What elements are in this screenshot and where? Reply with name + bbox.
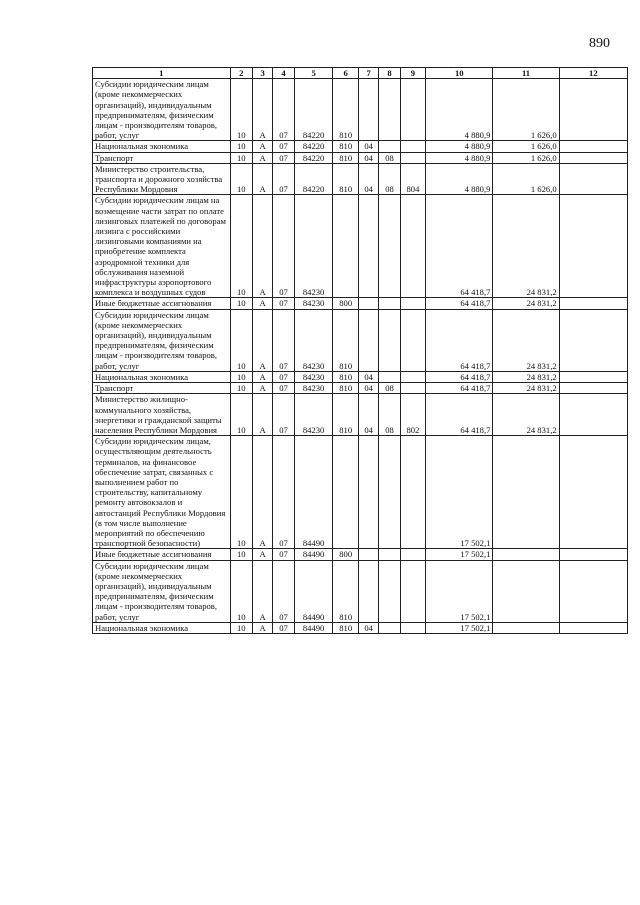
col-4-cell: 07 bbox=[273, 560, 294, 622]
col-8-cell bbox=[379, 549, 400, 560]
col-11-cell bbox=[493, 560, 559, 622]
col-7-cell bbox=[358, 549, 378, 560]
col-3-cell: А bbox=[252, 560, 272, 622]
col-8-cell bbox=[379, 371, 400, 382]
col-4-cell: 07 bbox=[273, 436, 294, 549]
col-3-cell: А bbox=[252, 152, 272, 163]
col-8-cell: 08 bbox=[379, 383, 400, 394]
col-3-cell: А bbox=[252, 549, 272, 560]
col-7-cell bbox=[358, 560, 378, 622]
col-5-cell: 84230 bbox=[294, 371, 333, 382]
col-3-cell: А bbox=[252, 309, 272, 371]
col-7-cell: 04 bbox=[358, 383, 378, 394]
col-12-cell bbox=[559, 195, 627, 298]
col-8-cell bbox=[379, 141, 400, 152]
col-2-cell: 10 bbox=[230, 141, 252, 152]
col-11-cell: 24 831,2 bbox=[493, 298, 559, 309]
column-header: 6 bbox=[333, 68, 358, 79]
col-4-cell: 07 bbox=[273, 394, 294, 436]
col-11-cell: 24 831,2 bbox=[493, 371, 559, 382]
col-12-cell bbox=[559, 436, 627, 549]
budget-table bbox=[92, 67, 628, 634]
col-12-cell bbox=[559, 79, 627, 141]
col-4-cell: 07 bbox=[273, 298, 294, 309]
col-4-cell: 07 bbox=[273, 383, 294, 394]
col-12-cell bbox=[559, 394, 627, 436]
col-6-cell: 800 bbox=[333, 298, 358, 309]
col-2-cell: 10 bbox=[230, 309, 252, 371]
col-10-cell: 4 880,9 bbox=[426, 152, 493, 163]
col-7-cell bbox=[358, 79, 378, 141]
column-header: 10 bbox=[426, 68, 493, 79]
col-5-cell: 84230 bbox=[294, 309, 333, 371]
row-name: Субсидии юридическим лицам на возмещение части затрат по оплате лизинговых платежей по договорам лизинга с российскими лизинговыми компаниями на приобретение комплекта аэродромной техники для обслуживания наземной инфраструктуры аэропортового комплекса и воздушных судов bbox=[93, 195, 231, 298]
col-10-cell: 64 418,7 bbox=[426, 309, 493, 371]
col-9-cell bbox=[400, 436, 425, 549]
table-row bbox=[93, 383, 628, 394]
col-5-cell: 84490 bbox=[294, 622, 333, 633]
col-2-cell: 10 bbox=[230, 383, 252, 394]
col-10-cell: 64 418,7 bbox=[426, 371, 493, 382]
table-row bbox=[93, 141, 628, 152]
col-10-cell: 4 880,9 bbox=[426, 163, 493, 195]
col-12-cell bbox=[559, 309, 627, 371]
col-5-cell: 84490 bbox=[294, 436, 333, 549]
col-6-cell: 810 bbox=[333, 622, 358, 633]
col-7-cell bbox=[358, 195, 378, 298]
col-4-cell: 07 bbox=[273, 163, 294, 195]
column-header: 11 bbox=[493, 68, 559, 79]
col-9-cell: 804 bbox=[400, 163, 425, 195]
col-8-cell: 08 bbox=[379, 152, 400, 163]
column-header: 5 bbox=[294, 68, 333, 79]
col-11-cell: 24 831,2 bbox=[493, 309, 559, 371]
col-12-cell bbox=[559, 163, 627, 195]
row-name: Национальная экономика bbox=[93, 622, 231, 633]
col-9-cell bbox=[400, 152, 425, 163]
col-9-cell bbox=[400, 371, 425, 382]
col-12-cell bbox=[559, 152, 627, 163]
col-11-cell: 24 831,2 bbox=[493, 383, 559, 394]
col-12-cell bbox=[559, 560, 627, 622]
col-11-cell: 24 831,2 bbox=[493, 195, 559, 298]
col-10-cell: 17 502,1 bbox=[426, 436, 493, 549]
col-4-cell: 07 bbox=[273, 622, 294, 633]
col-9-cell bbox=[400, 383, 425, 394]
row-name: Субсидии юридическим лицам (кроме некоммерческих организаций), индивидуальным предпринимателям, физическим лицам - производителям товаров, работ, услуг bbox=[93, 79, 231, 141]
col-8-cell: 08 bbox=[379, 394, 400, 436]
table-row bbox=[93, 79, 628, 141]
col-6-cell: 810 bbox=[333, 383, 358, 394]
col-9-cell bbox=[400, 560, 425, 622]
col-11-cell: 1 626,0 bbox=[493, 163, 559, 195]
row-name: Транспорт bbox=[93, 383, 231, 394]
column-header: 8 bbox=[379, 68, 400, 79]
column-header: 3 bbox=[252, 68, 272, 79]
col-12-cell bbox=[559, 383, 627, 394]
table-row bbox=[93, 394, 628, 436]
col-9-cell bbox=[400, 309, 425, 371]
col-2-cell: 10 bbox=[230, 394, 252, 436]
col-5-cell: 84230 bbox=[294, 383, 333, 394]
col-6-cell: 800 bbox=[333, 549, 358, 560]
col-10-cell: 64 418,7 bbox=[426, 394, 493, 436]
table-row bbox=[93, 152, 628, 163]
col-12-cell bbox=[559, 298, 627, 309]
col-7-cell bbox=[358, 309, 378, 371]
col-5-cell: 84490 bbox=[294, 549, 333, 560]
col-6-cell bbox=[333, 436, 358, 549]
col-9-cell bbox=[400, 141, 425, 152]
col-11-cell bbox=[493, 622, 559, 633]
col-8-cell bbox=[379, 79, 400, 141]
col-8-cell bbox=[379, 560, 400, 622]
col-5-cell: 84220 bbox=[294, 163, 333, 195]
column-header: 2 bbox=[230, 68, 252, 79]
col-12-cell bbox=[559, 622, 627, 633]
col-6-cell: 810 bbox=[333, 163, 358, 195]
col-3-cell: А bbox=[252, 298, 272, 309]
col-10-cell: 64 418,7 bbox=[426, 195, 493, 298]
col-12-cell bbox=[559, 549, 627, 560]
col-7-cell: 04 bbox=[358, 394, 378, 436]
col-11-cell: 1 626,0 bbox=[493, 152, 559, 163]
col-11-cell: 1 626,0 bbox=[493, 141, 559, 152]
col-2-cell: 10 bbox=[230, 560, 252, 622]
col-6-cell: 810 bbox=[333, 79, 358, 141]
col-8-cell bbox=[379, 436, 400, 549]
col-2-cell: 10 bbox=[230, 195, 252, 298]
col-3-cell: А bbox=[252, 436, 272, 549]
col-8-cell: 08 bbox=[379, 163, 400, 195]
col-7-cell: 04 bbox=[358, 152, 378, 163]
col-11-cell: 24 831,2 bbox=[493, 394, 559, 436]
col-3-cell: А bbox=[252, 371, 272, 382]
table-row bbox=[93, 309, 628, 371]
column-header: 7 bbox=[358, 68, 378, 79]
table-row bbox=[93, 298, 628, 309]
col-9-cell bbox=[400, 622, 425, 633]
col-5-cell: 84230 bbox=[294, 394, 333, 436]
col-2-cell: 10 bbox=[230, 163, 252, 195]
col-9-cell bbox=[400, 195, 425, 298]
col-3-cell: А bbox=[252, 195, 272, 298]
col-10-cell: 17 502,1 bbox=[426, 560, 493, 622]
col-7-cell: 04 bbox=[358, 141, 378, 152]
col-8-cell bbox=[379, 195, 400, 298]
row-name: Министерство строительства, транспорта и дорожного хозяйства Республики Мордовия bbox=[93, 163, 231, 195]
table-row bbox=[93, 195, 628, 298]
col-8-cell bbox=[379, 622, 400, 633]
col-10-cell: 64 418,7 bbox=[426, 383, 493, 394]
col-2-cell: 10 bbox=[230, 79, 252, 141]
column-header: 9 bbox=[400, 68, 425, 79]
col-4-cell: 07 bbox=[273, 79, 294, 141]
table-row bbox=[93, 371, 628, 382]
col-5-cell: 84220 bbox=[294, 152, 333, 163]
table-row bbox=[93, 560, 628, 622]
row-name: Министерство жилищно-коммунального хозяйства, энергетики и гражданской защиты населения Республики Мордовия bbox=[93, 394, 231, 436]
col-10-cell: 17 502,1 bbox=[426, 549, 493, 560]
col-11-cell: 1 626,0 bbox=[493, 79, 559, 141]
col-4-cell: 07 bbox=[273, 549, 294, 560]
col-5-cell: 84230 bbox=[294, 195, 333, 298]
col-9-cell bbox=[400, 298, 425, 309]
col-3-cell: А bbox=[252, 163, 272, 195]
table-body bbox=[93, 79, 628, 634]
col-6-cell: 810 bbox=[333, 560, 358, 622]
col-2-cell: 10 bbox=[230, 436, 252, 549]
col-7-cell bbox=[358, 298, 378, 309]
col-6-cell bbox=[333, 195, 358, 298]
header-row bbox=[93, 68, 628, 79]
col-2-cell: 10 bbox=[230, 622, 252, 633]
column-header: 4 bbox=[273, 68, 294, 79]
col-2-cell: 10 bbox=[230, 549, 252, 560]
col-7-cell: 04 bbox=[358, 371, 378, 382]
row-name: Иные бюджетные ассигнования bbox=[93, 298, 231, 309]
col-7-cell: 04 bbox=[358, 163, 378, 195]
col-8-cell bbox=[379, 309, 400, 371]
column-header: 12 bbox=[559, 68, 627, 79]
col-5-cell: 84220 bbox=[294, 141, 333, 152]
col-2-cell: 10 bbox=[230, 371, 252, 382]
col-6-cell: 810 bbox=[333, 152, 358, 163]
col-9-cell bbox=[400, 549, 425, 560]
col-7-cell bbox=[358, 436, 378, 549]
col-12-cell bbox=[559, 141, 627, 152]
col-2-cell: 10 bbox=[230, 298, 252, 309]
col-10-cell: 4 880,9 bbox=[426, 79, 493, 141]
col-4-cell: 07 bbox=[273, 152, 294, 163]
col-3-cell: А bbox=[252, 141, 272, 152]
row-name: Иные бюджетные ассигнования bbox=[93, 549, 231, 560]
column-header: 1 bbox=[93, 68, 231, 79]
table-row bbox=[93, 622, 628, 633]
row-name: Субсидии юридическим лицам (кроме некоммерческих организаций), индивидуальным предпринимателям, физическим лицам - производителям товаров, работ, услуг bbox=[93, 309, 231, 371]
row-name: Субсидии юридическим лицам (кроме некоммерческих организаций), индивидуальным предпринимателям, физическим лицам - производителям товаров, работ, услуг bbox=[93, 560, 231, 622]
col-3-cell: А bbox=[252, 394, 272, 436]
col-10-cell: 4 880,9 bbox=[426, 141, 493, 152]
row-name: Субсидии юридическим лицам, осуществляющим деятельность терминалов, на финансовое обеспечение затрат, связанных с выполнением работ по строительству, капитальному ремонту автовокзалов и автостанций Республики Мордовия (в том числе выполнение мероприятий по обеспечению транспортной безопасности) bbox=[93, 436, 231, 549]
col-6-cell: 810 bbox=[333, 309, 358, 371]
col-9-cell bbox=[400, 79, 425, 141]
col-4-cell: 07 bbox=[273, 195, 294, 298]
col-6-cell: 810 bbox=[333, 141, 358, 152]
col-4-cell: 07 bbox=[273, 309, 294, 371]
col-5-cell: 84490 bbox=[294, 560, 333, 622]
col-9-cell: 802 bbox=[400, 394, 425, 436]
table-row bbox=[93, 436, 628, 549]
col-4-cell: 07 bbox=[273, 371, 294, 382]
col-11-cell bbox=[493, 549, 559, 560]
row-name: Национальная экономика bbox=[93, 141, 231, 152]
col-7-cell: 04 bbox=[358, 622, 378, 633]
col-2-cell: 10 bbox=[230, 152, 252, 163]
col-10-cell: 64 418,7 bbox=[426, 298, 493, 309]
col-3-cell: А bbox=[252, 383, 272, 394]
col-8-cell bbox=[379, 298, 400, 309]
col-12-cell bbox=[559, 371, 627, 382]
row-name: Транспорт bbox=[93, 152, 231, 163]
col-11-cell bbox=[493, 436, 559, 549]
col-3-cell: А bbox=[252, 622, 272, 633]
col-10-cell: 17 502,1 bbox=[426, 622, 493, 633]
page-number: 890 bbox=[589, 36, 610, 51]
table-row bbox=[93, 163, 628, 195]
col-5-cell: 84220 bbox=[294, 79, 333, 141]
table-row bbox=[93, 549, 628, 560]
row-name: Национальная экономика bbox=[93, 371, 231, 382]
col-3-cell: А bbox=[252, 79, 272, 141]
col-4-cell: 07 bbox=[273, 141, 294, 152]
col-5-cell: 84230 bbox=[294, 298, 333, 309]
col-6-cell: 810 bbox=[333, 394, 358, 436]
col-6-cell: 810 bbox=[333, 371, 358, 382]
